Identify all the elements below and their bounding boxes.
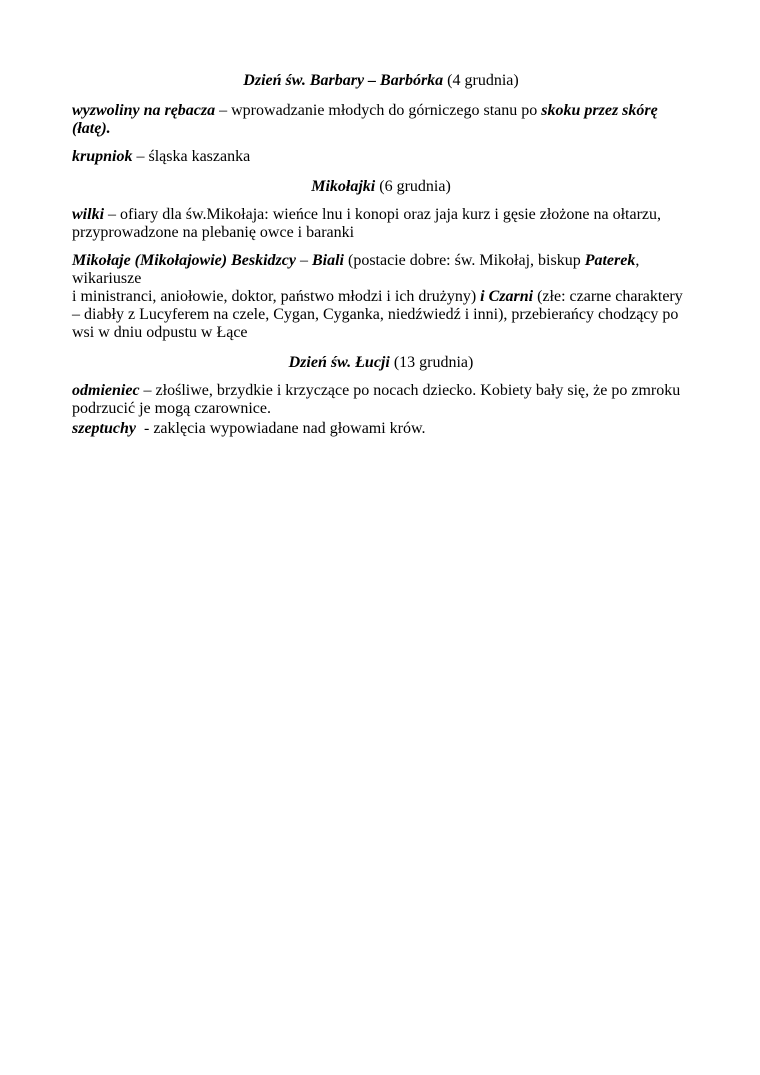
- entry-mikolaje-term: Mikołaje (Mikołajowie) Beskidzcy: [72, 252, 296, 269]
- entry-szeptuchy-text: - zaklęcia wypowiadane nad głowami krów.: [136, 420, 426, 437]
- entry-krupniok-term: krupniok: [72, 148, 133, 165]
- entry-wyzwoliny: [72, 102, 690, 138]
- heading-lucja-date: (13 grudnia): [389, 354, 474, 371]
- entry-mikolaje-text2: , wikariusze: [72, 252, 640, 287]
- entry-wilki-text: – ofiary dla św.Mikołaja: wieńce lnu i konopi oraz jaja kurz i gęsie złożone na ołtarzu, przyprowadzone na plebanię owce i baranki: [72, 206, 662, 241]
- heading-barborka: [72, 72, 690, 90]
- entry-mikolaje-text3: i ministranci, aniołowie, doktor, państwo młodzi i ich drużyny): [72, 288, 481, 305]
- entry-mikolaje-sep: –: [295, 252, 312, 269]
- entry-mikolaje-text4: (złe: czarne charaktery – diabły z Lucyferem na czele, Cygan, Cyganka, niedźwiedź i inni), przebierańcy chodzący po wsi w dniu odpustu w Łące: [72, 288, 683, 341]
- document-page: [72, 72, 690, 438]
- heading-mikolajki: [72, 178, 690, 196]
- entry-wilki-term: wilki: [72, 206, 105, 223]
- entry-mikolaje-czarni: i Czarni: [480, 288, 534, 305]
- entry-odmieniec-term: odmieniec: [72, 382, 140, 399]
- entry-szeptuchy: [72, 420, 690, 438]
- heading-lucja: [72, 354, 690, 372]
- heading-mikolajki-date: (6 grudnia): [375, 178, 451, 195]
- entry-szeptuchy-term: szeptuchy: [72, 420, 136, 437]
- entry-wyzwoliny-term2: skoku przez skórę (łatę).: [72, 102, 658, 137]
- entry-wilki: [72, 206, 690, 242]
- entry-krupniok: [72, 148, 690, 166]
- entry-mikolaje-text1: (postacie dobre: św. Mikołaj, biskup: [344, 252, 585, 269]
- entry-odmieniec: [72, 382, 690, 418]
- heading-mikolajki-title: Mikołajki: [311, 178, 376, 195]
- heading-lucja-title: Dzień św. Łucji: [288, 354, 390, 371]
- heading-barborka-title: Dzień św. Barbary – Barbórka: [243, 72, 444, 89]
- entry-krupniok-text: – śląska kaszanka: [132, 148, 251, 165]
- entry-wyzwoliny-text: – wprowadzanie młodych do górniczego stanu po: [215, 102, 542, 119]
- entry-mikolaje-beskidzcy: [72, 252, 690, 342]
- entry-wyzwoliny-term: wyzwoliny na rębacza: [72, 102, 216, 119]
- entry-mikolaje-paterek: Paterek: [584, 252, 636, 269]
- entry-mikolaje-biali: Biali: [311, 252, 344, 269]
- entry-odmieniec-text: – złośliwe, brzydkie i krzyczące po nocach dziecko. Kobiety bały się, że po zmroku podrzucić je mogą czarownice.: [72, 382, 681, 417]
- heading-barborka-date: (4 grudnia): [443, 72, 519, 89]
